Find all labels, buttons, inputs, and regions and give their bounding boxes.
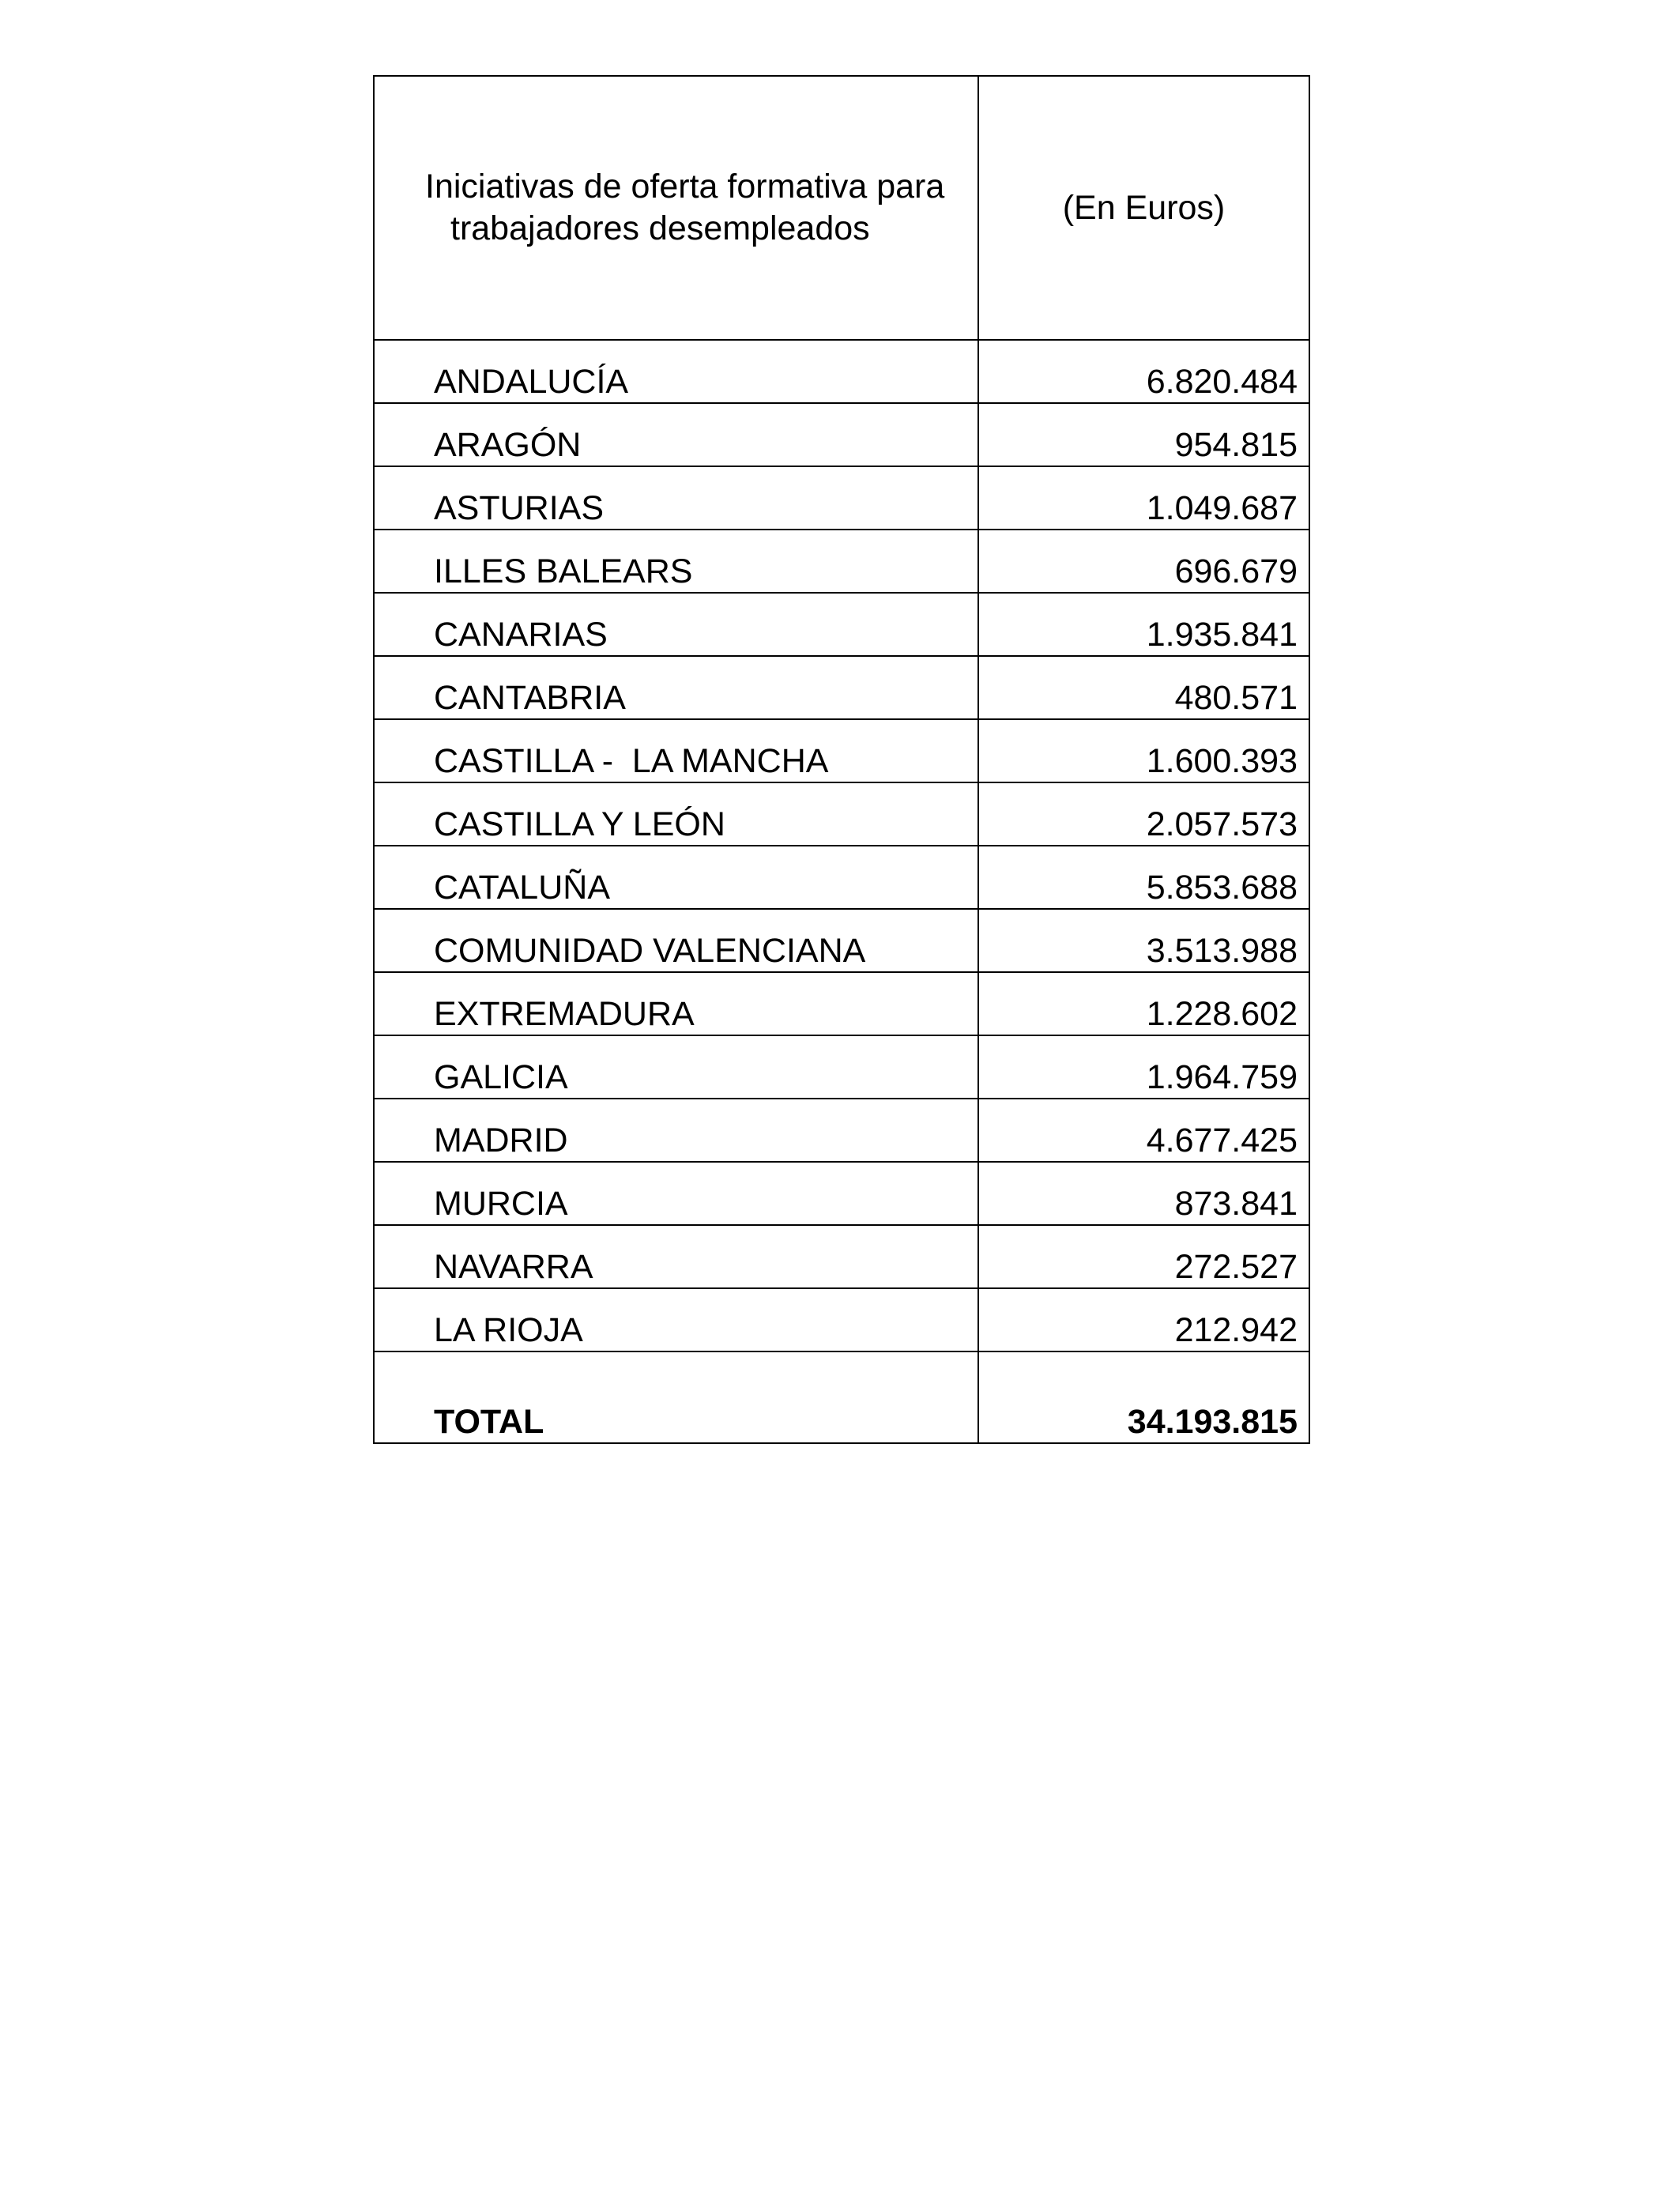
region-value: 2.057.573 (978, 782, 1309, 846)
region-name: ASTURIAS (374, 466, 978, 530)
region-name: MADRID (374, 1099, 978, 1162)
region-name: CATALUÑA (374, 846, 978, 909)
table-row (374, 1288, 1309, 1351)
table-row (374, 1099, 1309, 1162)
region-value: 954.815 (978, 403, 1309, 466)
table-row (374, 782, 1309, 846)
region-value: 480.571 (978, 656, 1309, 719)
region-name: NAVARRA (374, 1225, 978, 1288)
table-row (374, 909, 1309, 972)
region-value: 4.677.425 (978, 1099, 1309, 1162)
region-value: 3.513.988 (978, 909, 1309, 972)
table-row (374, 466, 1309, 530)
region-name: ARAGÓN (374, 403, 978, 466)
funding-table (373, 75, 1310, 1444)
region-name: ANDALUCÍA (374, 340, 978, 403)
region-value: 696.679 (978, 530, 1309, 593)
region-value: 1.228.602 (978, 972, 1309, 1035)
region-name: GALICIA (374, 1035, 978, 1099)
header-label-cell (374, 76, 978, 340)
region-name: CASTILLA Y LEÓN (374, 782, 978, 846)
region-value: 272.527 (978, 1225, 1309, 1288)
table-row (374, 530, 1309, 593)
region-name: LA RIOJA (374, 1288, 978, 1351)
table-row (374, 656, 1309, 719)
region-name: CASTILLA - LA MANCHA (374, 719, 978, 782)
table-row (374, 1035, 1309, 1099)
total-label: TOTAL (374, 1351, 978, 1443)
table-row (374, 1162, 1309, 1225)
region-value: 212.942 (978, 1288, 1309, 1351)
region-name: CANARIAS (374, 593, 978, 656)
region-name: COMUNIDAD VALENCIANA (374, 909, 978, 972)
region-value: 1.049.687 (978, 466, 1309, 530)
region-value: 1.600.393 (978, 719, 1309, 782)
table-row (374, 972, 1309, 1035)
region-name: MURCIA (374, 1162, 978, 1225)
table-row (374, 403, 1309, 466)
region-name: ILLES BALEARS (374, 530, 978, 593)
region-value: 6.820.484 (978, 340, 1309, 403)
header-unit-cell: (En Euros) (978, 76, 1309, 340)
table-row (374, 719, 1309, 782)
region-name: EXTREMADURA (374, 972, 978, 1035)
table-row (374, 846, 1309, 909)
header-label-line1: Iniciativas de oferta formativa para (425, 167, 945, 205)
region-value: 5.853.688 (978, 846, 1309, 909)
table-row (374, 593, 1309, 656)
header-label-line2: trabajadores desempleados (450, 209, 870, 247)
total-value: 34.193.815 (978, 1351, 1309, 1443)
total-row (374, 1351, 1309, 1443)
table-header-row (374, 76, 1309, 340)
table-row (374, 1225, 1309, 1288)
region-value: 1.964.759 (978, 1035, 1309, 1099)
region-value: 873.841 (978, 1162, 1309, 1225)
region-value: 1.935.841 (978, 593, 1309, 656)
table-row (374, 340, 1309, 403)
region-name: CANTABRIA (374, 656, 978, 719)
